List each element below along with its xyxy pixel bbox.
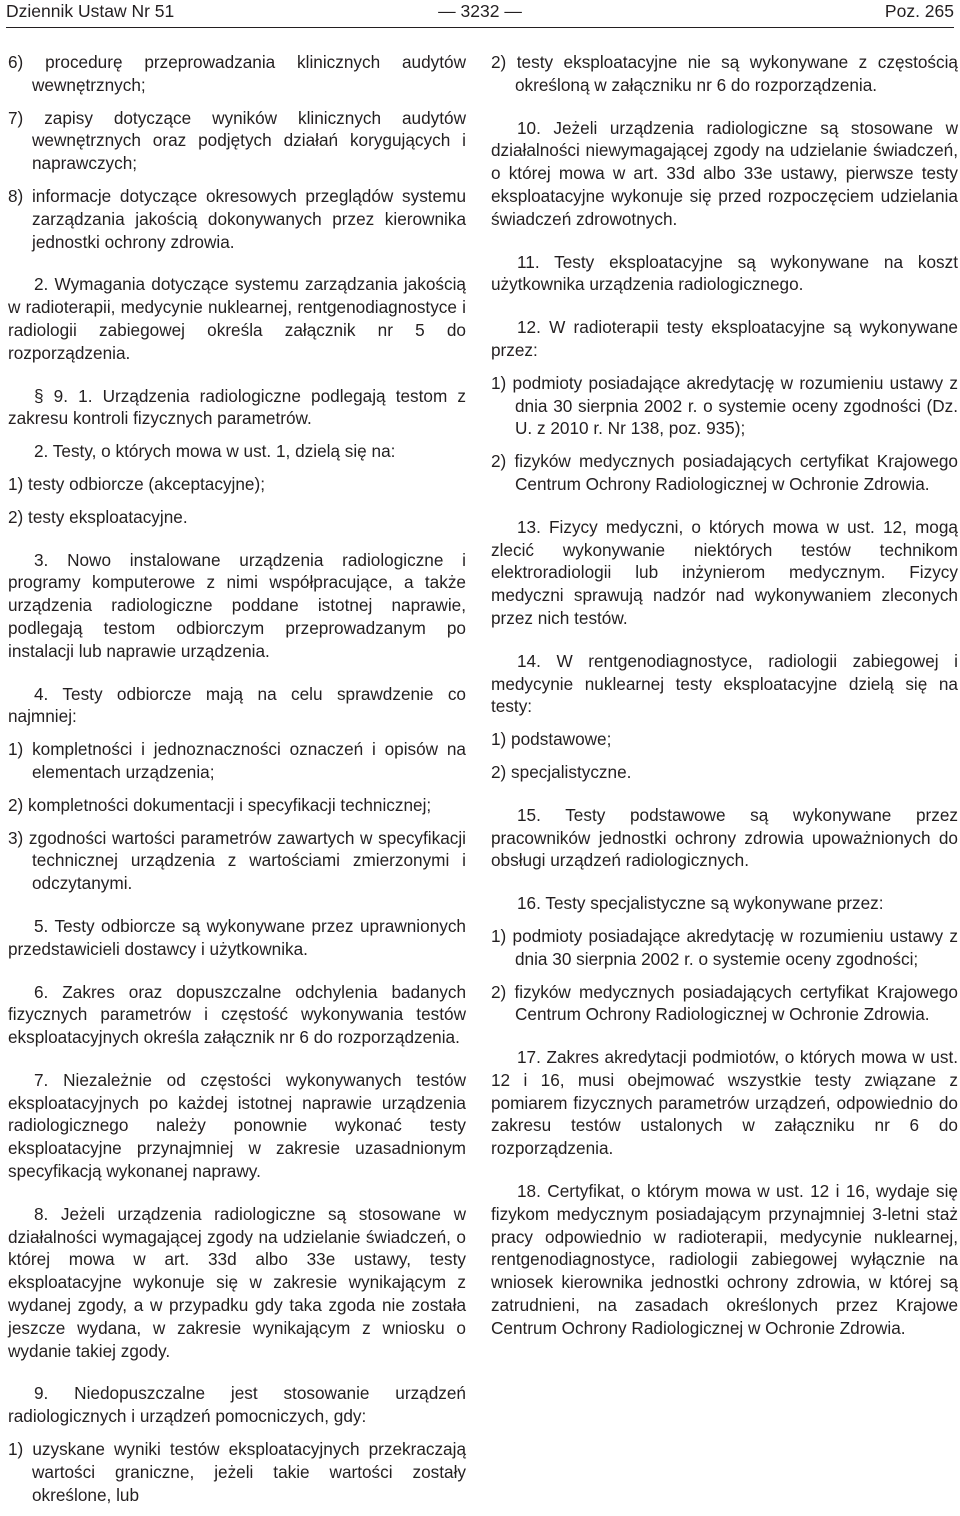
paragraph: 16. Testy specjalistyczne są wykonywane przez:: [517, 893, 884, 914]
page-header: [6, 0, 954, 34]
paragraph: 17. Zakres akredytacji podmiotów, o których mowa w ust. 12 i 16, musi obejmować wszystkie testy związane z pomiarem fizycznych parametrów urządzeń, odpowiednio do zakresu testów ustalonych w załączniku nr 6 do rozporządzenia.: [491, 1047, 958, 1159]
paragraph: 2. Wymagania dotyczące systemu zarządzania jakością w radioterapii, medycynie nuklearnej, rentgenodiagnostyce i radiologii zabiegowej określa załącznik nr 5 do rozporządzenia.: [8, 274, 466, 363]
paragraph: 7) zapisy dotyczące wyników klinicznych audytów wewnętrznych oraz podjętych działań korygujących i naprawczych;: [8, 107, 466, 174]
paragraph: 1) podmioty posiadające akredytację w rozumieniu ustawy z dnia 30 sierpnia 2002 r. o systemie oceny zgodności (Dz. U. z 2010 r. Nr 138, poz. 935);: [491, 372, 958, 439]
paragraph: 2) testy eksploatacyjne.: [8, 506, 188, 527]
paragraph: 1) podmioty posiadające akredytację w rozumieniu ustawy z dnia 30 sierpnia 2002 r. o systemie oceny zgodności;: [491, 925, 958, 969]
paragraph: 1) testy odbiorcze (akceptacyjne);: [8, 473, 265, 494]
paragraph: 15. Testy podstawowe są wykonywane przez pracowników jednostki ochrony zdrowia upoważnionych do obsługi urządzeń radiologicznych.: [491, 804, 958, 871]
header-rule: [6, 27, 954, 28]
paragraph: 10. Jeżeli urządzenia radiologiczne są stosowane w działalności niewymagającej zgody na udzielanie świadczeń, o której mowa w art. 33d albo 33e ustawy, pierwsze testy eksploatacyjne wykonuje się przed rozpoczęciem udzielania świadczeń zdrowotnych.: [491, 117, 958, 229]
paragraph: § 9. 1. Urządzenia radiologiczne podlegają testom z zakresu kontroli fizycznych parametrów.: [8, 385, 466, 429]
paragraph: 2) fizyków medycznych posiadających certyfikat Krajowego Centrum Ochrony Radiologicznej w Ochronie Zdrowia.: [491, 981, 958, 1025]
paragraph: 5. Testy odbiorcze są wykonywane przez uprawnionych przedstawicieli dostawcy i użytkownika.: [8, 915, 466, 959]
paragraph: 8) informacje dotyczące okresowych przeglądów systemu zarządzania jakością dokonywanych przez kierownika jednostki ochrony zdrowia.: [8, 185, 466, 252]
paragraph: 6) procedurę przeprowadzania klinicznych audytów wewnętrznych;: [8, 52, 466, 95]
paragraph: 2) testy eksploatacyjne nie są wykonywane z częstością określoną w załączniku nr 6 do rozporządzenia.: [491, 52, 958, 95]
paragraph: 1) podstawowe;: [491, 729, 612, 750]
paragraph: 14. W rentgenodiagnostyce, radiologii zabiegowej i medycynie nuklearnej testy eksploatacyjne dzielą się na testy:: [491, 650, 958, 717]
paragraph: 12. W radioterapii testy eksploatacyjne są wykonywane przez:: [491, 317, 958, 360]
paragraph: 6. Zakres oraz dopuszczalne odchylenia badanych fizycznych parametrów i częstość wykonywania testów eksploatacyjnych określa załącznik nr 6 do rozporządzenia.: [8, 981, 466, 1048]
paragraph: 1) kompletności i jednoznaczności oznaczeń i opisów na elementach urządzenia;: [8, 739, 466, 782]
paragraph: 3) zgodności wartości parametrów zawartych w specyfikacji technicznej urządzenia z wartościami zmierzonymi i odczytanymi.: [8, 827, 466, 894]
paragraph: 2. Testy, o których mowa w ust. 1, dzielą się na:: [34, 441, 396, 462]
paragraph: 3. Nowo instalowane urządzenia radiologiczne i programy komputerowe z nimi współpracujące, a także urządzenia radiologiczne poddane istotnej naprawie, podlegają testom odbiorczym przeprowadzanym po instalacji lub naprawie urządzenia.: [8, 549, 466, 661]
paragraph: 4. Testy odbiorcze mają na celu sprawdzenie co najmniej:: [8, 683, 466, 727]
left-column: [8, 51, 466, 1516]
right-column: [491, 51, 958, 1350]
paragraph: 18. Certyfikat, o którym mowa w ust. 12 i 16, wydaje się fizykom medycznym posiadającym przynajmniej 3-letni staż pracy odpowiednio w radioterapii, medycynie nuklearnej, rentgenodiagnostyce, radiologii zabiegowej wyłącznie na wniosek kierownika jednostki ochrony zdrowia, w której są zatrudnieni, na zasadach określonych przez Krajowe Centrum Ochrony Radiologicznej w Ochronie Zdrowia.: [491, 1181, 958, 1338]
paragraph: 2) specjalistyczne.: [491, 761, 632, 782]
paragraph: 8. Jeżeli urządzenia radiologiczne są stosowane w działalności wymagającej zgody na udzielanie świadczeń, o której mowa w art. 33d albo 33e ustawy, testy eksploatacyjne wykonuje się w zakresie wynikającym z wydanej zgody, a w przypadku gdy taka zgoda nie została jeszcze wydana, w zakresie wynikającym z wniosku o wydanie takiej zgody.: [8, 1203, 466, 1361]
paragraph: 11. Testy eksploatacyjne są wykonywane na koszt użytkownika urządzenia radiologicznego.: [491, 251, 958, 295]
item-position: Poz. 265: [884, 1, 954, 21]
paragraph: 1) uzyskane wyniki testów eksploatacyjnych przekraczają wartości graniczne, jeżeli takie wartości zostały określone, lub: [8, 1439, 466, 1505]
paragraph: 2) kompletności dokumentacji i specyfikacji technicznej;: [8, 794, 432, 815]
paragraph: 2) fizyków medycznych posiadających certyfikat Krajowego Centrum Ochrony Radiologicznej w Ochronie Zdrowia.: [491, 451, 958, 494]
journal-title: Dziennik Ustaw Nr 51: [6, 1, 175, 21]
paragraph: 7. Niezależnie od częstości wykonywanych testów eksploatacyjnych po każdej istotnej naprawie urządzenia radiologicznego należy ponownie wykonać testy eksploatacyjne przynajmniej w zakresie uzasadnionym specyfikacją wykonanej naprawy.: [8, 1069, 466, 1182]
page-number: — 3232 —: [438, 1, 522, 21]
paragraph: 9. Niedopuszczalne jest stosowanie urządzeń radiologicznych i urządzeń pomocniczych, gdy:: [8, 1383, 466, 1427]
paragraph: 13. Fizycy medyczni, o których mowa w ust. 12, mogą zlecić wykonywanie niektórych testów technikom elektroradiologii lub inżynierom medycznym. Fizycy medyczni sprawują nadzór nad wykonywaniem zleconych przez nich testów.: [491, 516, 958, 628]
